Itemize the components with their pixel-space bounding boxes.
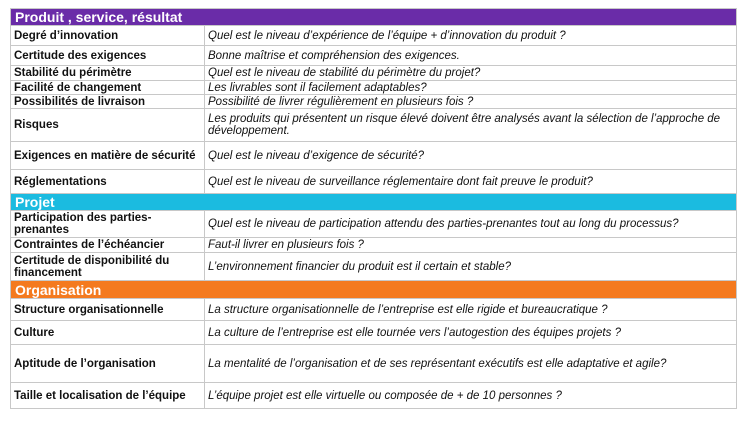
criterion-label: Structure organisationnelle	[11, 299, 205, 321]
table-row	[11, 383, 737, 409]
table-row	[11, 109, 737, 142]
table-row	[11, 238, 737, 253]
table-row	[11, 95, 737, 109]
criterion-question: Quel est le niveau d’exigence de sécurité?	[205, 142, 737, 170]
criterion-label: Exigences en matière de sécurité	[11, 142, 205, 170]
criterion-label: Contraintes de l’échéancier	[11, 238, 205, 253]
criterion-label: Aptitude de l’organisation	[11, 345, 205, 383]
criterion-label: Facilité de changement	[11, 81, 205, 95]
criterion-label: Certitude de disponibilité du financement	[11, 253, 205, 281]
criterion-question: Bonne maîtrise et compréhension des exigences.	[205, 46, 737, 66]
criterion-question: L’équipe projet est elle virtuelle ou composée de + de 10 personnes ?	[205, 383, 737, 409]
table-row	[11, 66, 737, 81]
criterion-question: Possibilité de livrer régulièrement en plusieurs fois ?	[205, 95, 737, 109]
criterion-question: Les produits qui présentent un risque élevé doivent être analysés avant la sélection de l’approche de développement.	[205, 109, 737, 142]
criterion-label: Réglementations	[11, 170, 205, 194]
section-title: Organisation	[11, 281, 737, 299]
criterion-label: Participation des parties-prenantes	[11, 211, 205, 238]
criterion-question: La structure organisationnelle de l’entreprise est elle rigide et bureaucratique ?	[205, 299, 737, 321]
table-row	[11, 81, 737, 95]
criterion-label: Degré d’innovation	[11, 26, 205, 46]
section-title: Produit , service, résultat	[11, 9, 737, 26]
criterion-question: L’environnement financier du produit est il certain et stable?	[205, 253, 737, 281]
table-row	[11, 26, 737, 46]
criterion-question: Faut-il livrer en plusieurs fois ?	[205, 238, 737, 253]
table-row	[11, 46, 737, 66]
criterion-question: Quel est le niveau d’expérience de l’équipe + d’innovation du produit ?	[205, 26, 737, 46]
section-header-produit	[11, 9, 737, 26]
section-header-projet	[11, 194, 737, 211]
table-row	[11, 321, 737, 345]
criterion-label: Stabilité du périmètre	[11, 66, 205, 81]
criterion-question: La culture de l’entreprise est elle tournée vers l’autogestion des équipes projets ?	[205, 321, 737, 345]
table-row	[11, 253, 737, 281]
criterion-question: Quel est le niveau de stabilité du périmètre du projet?	[205, 66, 737, 81]
criterion-label: Culture	[11, 321, 205, 345]
table-row	[11, 142, 737, 170]
criterion-question: Quel est le niveau de participation attendu des parties-prenantes tout au long du processus?	[205, 211, 737, 238]
table-row	[11, 211, 737, 238]
criterion-label: Risques	[11, 109, 205, 142]
table-row	[11, 345, 737, 383]
table-row	[11, 170, 737, 194]
criterion-label: Possibilités de livraison	[11, 95, 205, 109]
criterion-label: Taille et localisation de l’équipe	[11, 383, 205, 409]
criterion-label: Certitude des exigences	[11, 46, 205, 66]
section-header-organisation	[11, 281, 737, 299]
table-row	[11, 299, 737, 321]
criterion-question: La mentalité de l’organisation et de ses représentant exécutifs est elle adaptative et agile?	[205, 345, 737, 383]
section-title: Projet	[11, 194, 737, 211]
criterion-question: Quel est le niveau de surveillance réglementaire dont fait preuve le produit?	[205, 170, 737, 194]
criterion-question: Les livrables sont il facilement adaptables?	[205, 81, 737, 95]
criteria-table	[10, 8, 737, 409]
